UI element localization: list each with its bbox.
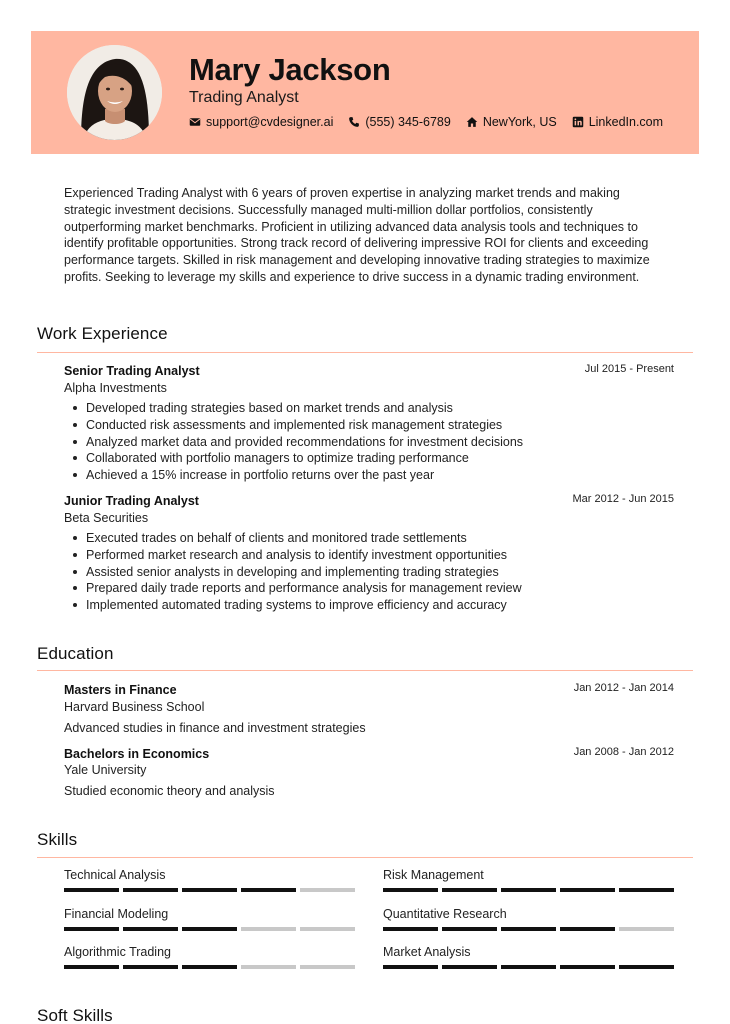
skill-segment-filled — [442, 888, 497, 892]
skill-segment-filled — [383, 888, 438, 892]
skill-name: Financial Modeling — [64, 907, 169, 921]
contact-phone[interactable] — [348, 115, 450, 129]
home-icon — [466, 116, 478, 128]
contact-email-text: support@cvdesigner.ai — [206, 115, 334, 129]
education-degree: Masters in Finance — [64, 683, 177, 697]
skill-segment-filled — [64, 927, 119, 931]
job-title: Senior Trading Analyst — [64, 364, 200, 378]
skill-segment-filled — [182, 927, 237, 931]
envelope-icon — [189, 116, 201, 128]
linkedin-icon — [572, 116, 584, 128]
section-title-skills: Skills — [37, 830, 78, 849]
job-responsibilities — [64, 530, 684, 614]
skill-segment-filled — [501, 927, 556, 931]
section-title-soft-skills: Soft Skills — [37, 1006, 113, 1024]
candidate-name: Mary Jackson — [189, 52, 391, 87]
section-divider-skills — [37, 857, 693, 858]
section-title-work-experience: Work Experience — [37, 324, 168, 343]
skill-segment-filled — [501, 965, 556, 969]
contact-phone-text: (555) 345-6789 — [365, 115, 451, 129]
responsibility-item: Executed trades on behalf of clients and monitored trade settlements — [64, 530, 684, 547]
skill-name: Risk Management — [383, 868, 484, 882]
job-dates: Mar 2012 - Jun 2015 — [572, 493, 674, 505]
skill-segment-empty — [619, 927, 674, 931]
skill-segment-filled — [123, 888, 178, 892]
section-divider-education — [37, 670, 693, 671]
skill-segment-filled — [619, 965, 674, 969]
education-school: Harvard Business School — [64, 700, 205, 714]
skill-segment-empty — [241, 927, 296, 931]
skill-level-bar — [64, 927, 355, 931]
contact-list — [189, 115, 678, 129]
skill-segment-filled — [123, 965, 178, 969]
skill-segment-filled — [619, 888, 674, 892]
section-title-education: Education — [37, 644, 114, 663]
responsibility-item: Achieved a 15% increase in portfolio returns over the past year — [64, 467, 684, 484]
profile-photo-illustration — [67, 45, 162, 140]
skill-segment-filled — [560, 927, 615, 931]
skill-segment-filled — [123, 927, 178, 931]
skill-segment-empty — [300, 965, 355, 969]
job-company: Alpha Investments — [64, 381, 167, 395]
skill-level-bar — [383, 888, 674, 892]
contact-linkedin-text: LinkedIn.com — [588, 115, 664, 129]
skill-segment-filled — [241, 888, 296, 892]
skill-segment-filled — [182, 888, 237, 892]
skill-segment-filled — [383, 927, 438, 931]
education-school: Yale University — [64, 763, 147, 777]
skill-name: Technical Analysis — [64, 868, 166, 882]
skill-level-bar — [383, 965, 674, 969]
contact-location — [466, 115, 557, 129]
responsibility-item: Prepared daily trade reports and performance analysis for management review — [64, 580, 684, 597]
section-divider-work — [37, 352, 693, 353]
skill-segment-empty — [300, 888, 355, 892]
skill-segment-filled — [64, 888, 119, 892]
skill-segment-filled — [560, 888, 615, 892]
skill-level-bar — [64, 965, 355, 969]
responsibility-item: Analyzed market data and provided recommendations for investment decisions — [64, 434, 684, 451]
skill-segment-filled — [501, 888, 556, 892]
job-dates: Jul 2015 - Present — [584, 363, 674, 375]
resume-header — [31, 31, 699, 154]
skill-segment-filled — [560, 965, 615, 969]
skill-level-bar — [64, 888, 355, 892]
education-description: Advanced studies in finance and investment strategies — [64, 721, 366, 735]
skill-name: Algorithmic Trading — [64, 945, 171, 959]
phone-icon — [348, 116, 360, 128]
responsibility-item: Developed trading strategies based on market trends and analysis — [64, 400, 684, 417]
skill-name: Quantitative Research — [383, 907, 507, 921]
contact-email[interactable] — [189, 115, 333, 129]
responsibility-item: Collaborated with portfolio managers to optimize trading performance — [64, 450, 684, 467]
responsibility-item: Implemented automated trading systems to improve efficiency and accuracy — [64, 597, 684, 614]
responsibility-item: Conducted risk assessments and implemented risk management strategies — [64, 417, 684, 434]
job-company: Beta Securities — [64, 511, 149, 525]
skill-segment-empty — [300, 927, 355, 931]
job-responsibilities — [64, 400, 684, 484]
profile-summary: Experienced Trading Analyst with 6 years of proven expertise in analyzing market trends and making strategic investment decisions. Successfully managed multi-million dollar portfolios, consistently outperforming market benchmarks. Proficient in utilizing advanced data analysis tools and techniques to identify profitable opportunities. Strong track record of delivering impressive ROI for clients and exceeding performance targets. Skilled in risk management and developing innovative trading strategies to maximize profits. Seeking to leverage my skills and experience to drive success in a dynamic trading environment. — [64, 186, 650, 284]
responsibility-item: Assisted senior analysts in developing and implementing trading strategies — [64, 564, 684, 581]
skill-segment-filled — [64, 965, 119, 969]
contact-linkedin[interactable] — [572, 115, 663, 129]
education-description: Studied economic theory and analysis — [64, 784, 275, 798]
skill-segment-filled — [442, 927, 497, 931]
contact-location-text: NewYork, US — [482, 115, 557, 129]
job-title: Junior Trading Analyst — [64, 494, 199, 508]
skill-segment-filled — [182, 965, 237, 969]
skill-segment-filled — [442, 965, 497, 969]
education-dates: Jan 2008 - Jan 2012 — [573, 746, 674, 758]
profile-photo — [67, 45, 162, 140]
skill-segment-empty — [241, 965, 296, 969]
education-degree: Bachelors in Economics — [64, 747, 210, 761]
responsibility-item: Performed market research and analysis to identify investment opportunities — [64, 547, 684, 564]
skill-name: Market Analysis — [383, 945, 471, 959]
skill-segment-filled — [383, 965, 438, 969]
education-dates: Jan 2012 - Jan 2014 — [573, 682, 674, 694]
candidate-role: Trading Analyst — [189, 89, 299, 106]
skill-level-bar — [383, 927, 674, 931]
